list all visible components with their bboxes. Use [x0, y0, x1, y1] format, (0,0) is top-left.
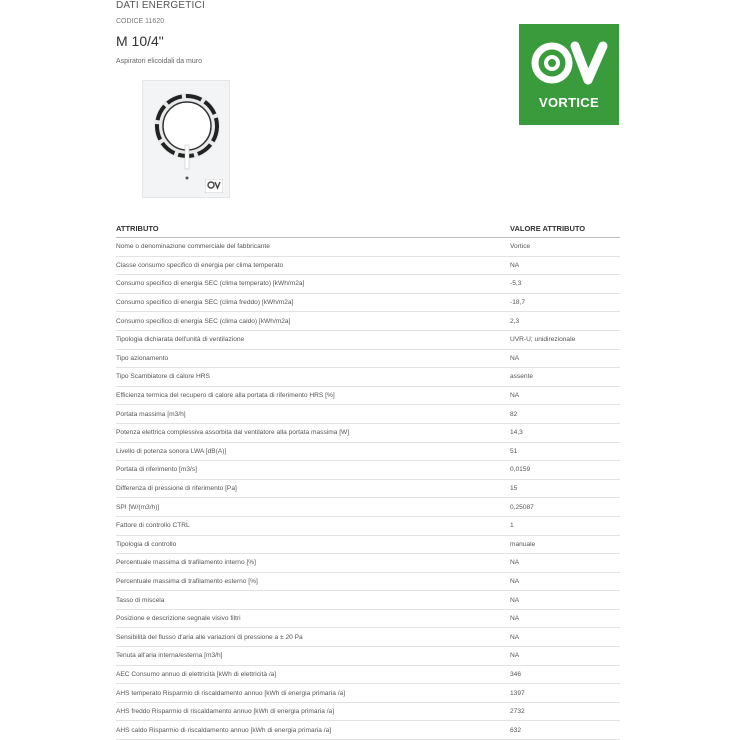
attribute-name: AHS freddo Risparmio di riscaldamento annuo [kWh di energia primaria /a]: [116, 708, 335, 716]
table-row: [116, 703, 620, 722]
product-code: CODICE 11620: [116, 18, 165, 25]
attribute-name: Sensibilità del flusso d'aria alle variazioni di pressione a ± 20 Pa: [116, 633, 303, 641]
table-row: [116, 610, 620, 629]
attribute-value: 82: [510, 410, 518, 418]
table-row: [116, 684, 620, 703]
table-row: [116, 443, 620, 462]
product-image: [142, 80, 230, 198]
table-row: [116, 591, 620, 610]
table-header: [116, 220, 620, 238]
energy-data-table: [116, 220, 620, 740]
attribute-value: 346: [510, 670, 522, 678]
table-body: [116, 238, 620, 740]
attribute-value: 1397: [510, 689, 525, 697]
attribute-value: -18,7: [510, 299, 526, 307]
sheet-title: DATI ENERGETICI: [116, 0, 205, 11]
vortice-logo: [519, 24, 619, 125]
attribute-value: 0,25087: [510, 503, 534, 511]
attribute-name: Potenza elettrica complessiva assorbita dal ventilatore alla portata massima [W]: [116, 429, 350, 437]
attribute-name: Consumo specifico di energia SEC (clima temperato) [kWh/m2a]: [116, 280, 305, 288]
attribute-value: NA: [510, 633, 520, 641]
attribute-value: NA: [510, 596, 520, 604]
attribute-value: NA: [510, 577, 520, 585]
attribute-name: Classe consumo specifico di energia per clima temperato: [116, 261, 284, 269]
attribute-value: NA: [510, 354, 520, 362]
attribute-value: NA: [510, 652, 520, 660]
vortice-logo-icon: [519, 24, 619, 94]
table-row: [116, 628, 620, 647]
attribute-value: NA: [510, 392, 520, 400]
table-row: [116, 387, 620, 406]
table-row: [116, 405, 620, 424]
attribute-name: Percentuale massima di trafilamento esterno [%]: [116, 577, 258, 585]
attribute-name: Fattore di controllo CTRL: [116, 522, 190, 530]
attribute-name: Posizione e descrizione segnale visivo filtri: [116, 615, 241, 623]
column-header-value: VALORE ATTRIBUTO: [510, 224, 586, 233]
attribute-value: 2732: [510, 708, 525, 716]
column-header-attribute: ATTRIBUTO: [116, 224, 159, 233]
table-row: [116, 536, 620, 555]
table-row: [116, 461, 620, 480]
attribute-name: Livello di potenza sonora LWA [dB(A)]: [116, 447, 227, 455]
attribute-name: AHS caldo Risparmio di riscaldamento annuo [kWh di energia primaria /a]: [116, 726, 332, 734]
attribute-value: Vortice: [510, 243, 531, 251]
table-row: [116, 573, 620, 592]
attribute-name: Tenuta all'aria interna/esterna [m3/h]: [116, 652, 223, 660]
attribute-name: Consumo specifico di energia SEC (clima caldo) [kWh/m2a]: [116, 317, 291, 325]
table-row: [116, 350, 620, 369]
attribute-value: NA: [510, 615, 520, 623]
product-model: M 10/4": [116, 33, 164, 49]
attribute-value: NA: [510, 261, 520, 269]
table-row: [116, 498, 620, 517]
table-row: [116, 257, 620, 276]
attribute-name: Differenza di pressione di riferimento [Pa]: [116, 485, 237, 493]
attribute-value: manuale: [510, 540, 536, 548]
attribute-value: 51: [510, 447, 518, 455]
attribute-value: assente: [510, 373, 534, 381]
attribute-name: SPI [W/(m3/h)]: [116, 503, 160, 511]
table-row: [116, 480, 620, 499]
table-row: [116, 517, 620, 536]
table-row: [116, 331, 620, 350]
attribute-name: Portata di riferimento [m3/s]: [116, 466, 197, 474]
attribute-value: 0,0159: [510, 466, 531, 474]
attribute-value: 632: [510, 726, 522, 734]
attribute-name: Efficienza termica del recupero di calore alla portata di riferimento HRS [%]: [116, 392, 335, 400]
attribute-name: Tipologia di controllo: [116, 540, 177, 548]
table-row: [116, 721, 620, 740]
attribute-name: AHS temperato Risparmio di riscaldamento annuo [kWh di energia primaria /a]: [116, 689, 346, 697]
table-row: [116, 294, 620, 313]
attribute-value: 14,3: [510, 429, 523, 437]
attribute-value: -5,3: [510, 280, 522, 288]
table-row: [116, 312, 620, 331]
attribute-name: Tasso di miscela: [116, 596, 165, 604]
attribute-name: Percentuale massima di trafilamento interno [%]: [116, 559, 256, 567]
attribute-value: UVR-U; unidirezionale: [510, 336, 576, 344]
table-row: [116, 238, 620, 257]
table-row: [116, 666, 620, 685]
attribute-name: Tipologia dichiarata dell'unità di ventilazione: [116, 336, 245, 344]
attribute-name: Tipo azionamento: [116, 354, 169, 362]
attribute-name: Tipo Scambiatore di calore HRS: [116, 373, 210, 381]
table-row: [116, 554, 620, 573]
table-row: [116, 275, 620, 294]
product-subtitle: Aspiratori elicoidali da muro: [116, 58, 202, 65]
logo-text: VORTICE: [539, 95, 599, 110]
table-row: [116, 647, 620, 666]
table-row: [116, 368, 620, 387]
attribute-value: 2,3: [510, 317, 520, 325]
attribute-name: Portata massima [m3/h]: [116, 410, 186, 418]
attribute-name: Consumo specifico di energia SEC (clima freddo) [kWh/m2a]: [116, 299, 294, 307]
attribute-name: Nome o denominazione commerciale del fabbricante: [116, 243, 270, 251]
table-row: [116, 424, 620, 443]
attribute-value: NA: [510, 559, 520, 567]
product-mini-logo: [205, 179, 223, 193]
attribute-name: AEC Consumo annuo di elettricità [kWh di elettricità /a]: [116, 670, 277, 678]
attribute-value: 15: [510, 485, 518, 493]
attribute-value: 1: [510, 522, 514, 530]
